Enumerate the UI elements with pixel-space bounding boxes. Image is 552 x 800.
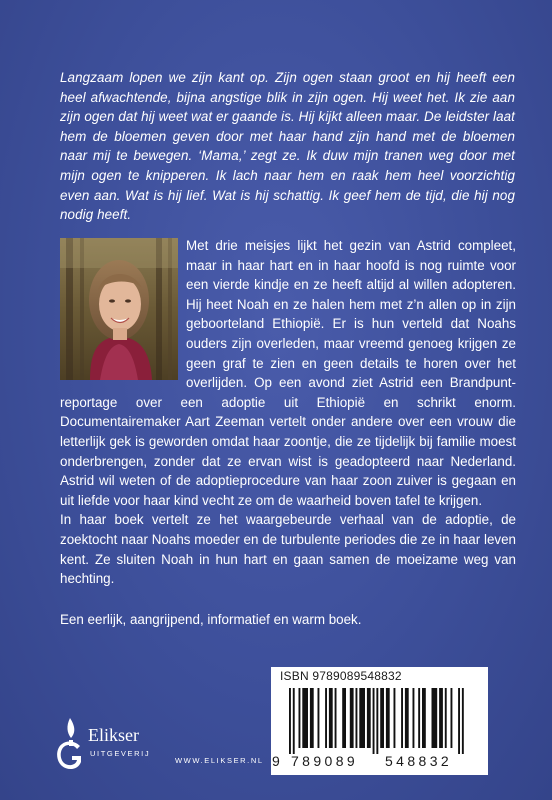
barcode-bar — [394, 688, 396, 748]
barcode-bar — [380, 688, 384, 748]
closing-line: Een eerlijk, aangrijpend, informatief en warm boek. — [60, 612, 362, 627]
barcode-bar — [451, 688, 453, 748]
blurb-paragraph-2: In haar boek vertelt ze het waargebeurde verhaal van de adoptie, de zoektocht naar Noahs moeder en de turbulente periodes die ze in haar leven kent. Ze sluiten Noah in hun hart en gaan samen de moeizame weg van hechting. — [60, 512, 516, 587]
barcode-bar — [325, 688, 327, 748]
barcode-bar — [367, 688, 371, 748]
isbn-barcode-block — [271, 667, 488, 775]
barcode-digits-right: 548832 — [385, 753, 453, 769]
book-blurb — [60, 236, 516, 589]
barcode-bar — [356, 688, 358, 748]
barcode-bar — [318, 688, 320, 748]
barcode-bar — [462, 688, 464, 754]
publisher-name: Elikser — [88, 725, 139, 745]
barcode-bar — [359, 688, 365, 748]
isbn-label: ISBN 9789089548832 — [280, 669, 402, 683]
barcode-bar — [289, 688, 291, 754]
barcode-bar — [401, 688, 403, 748]
publisher-subtitle: UITGEVERIJ — [90, 749, 151, 758]
barcode-bar — [329, 688, 333, 748]
barcode-bar — [293, 688, 295, 754]
publisher-logo — [52, 716, 162, 776]
barcode-bar — [310, 688, 314, 748]
candle-flame-logo-icon — [52, 716, 92, 776]
barcode-bar — [342, 688, 346, 748]
barcode-bar — [422, 688, 426, 748]
barcode-digit-first: 9 — [272, 753, 280, 769]
blurb-paragraph-1: Met drie meisjes lijkt het gezin van Astrid compleet, maar in haar hart en in haar hoofd is nog ruimte voor een vierde kindje en ze heeft altijd al willen adopteren. Hij heet Noah en ze halen hem met z’n allen op in zijn geboorteland Ethiopië. Er is hun verteld dat Noahs ouders zijn overleden, maar vreemd genoeg krijgen ze geen graf te zien en geen details te horen over het overlijden. Op een avond ziet Astrid een Brandpunt-reportage over een adoptie uit Ethiopië en schrikt enorm. Documentairemaker Aart Zeeman vertelt onder andere over een vrouw die letterlijk gek is geworden omdat haar zoontje, die ze tijdelijk bij familie moest onderbrengen, zonder dat ze ervan wist is geadopteerd naar Nederland. Astrid wil weten of de adoptieprocedure van haar zoon zuiver is gegaan en uit liefde voor haar kind vecht ze om de waarheid boven tafel te krijgen. — [60, 238, 516, 508]
barcode-bar — [335, 688, 337, 748]
publisher-website: WWW.ELIKSER.NL — [175, 756, 264, 765]
barcode-bar — [299, 688, 301, 748]
barcode-bar — [350, 688, 354, 748]
book-excerpt: Langzaam lopen we zijn kant op. Zijn ogen staan groot en hij heeft een heel afwachtende, bijna angstige blik in zijn ogen. Hij weet het. Ik zie aan zijn ogen dat hij weet wat er gaande is. Hij kijkt alleen maar. De leidster laat hem de bloemen geven door met haar hand zijn hand met de bloemen naar mij te bewegen. ‘Mama,’ zegt ze. Ik duw mijn tranen weg door met mijn ogen te knipperen. Ik lach naar hem en raak hem heel voorzichtig even aan. Wat is hij lief. Wat is hij schattig. Ik geef hem de tijd, die hij nog nodig heeft. — [60, 70, 515, 223]
photo-spacer — [60, 236, 186, 382]
barcode-bar — [439, 688, 443, 748]
barcode-bar — [373, 688, 375, 754]
barcode-bar — [418, 688, 420, 748]
barcode-bar — [302, 688, 308, 748]
barcode-bar — [386, 688, 390, 748]
barcode-bar — [405, 688, 409, 748]
barcode-icon — [277, 688, 481, 754]
barcode-bar — [458, 688, 460, 754]
barcode-bar — [432, 688, 438, 748]
barcode-bar — [413, 688, 415, 748]
barcode-bar — [376, 688, 378, 754]
barcode-bar — [445, 688, 447, 748]
barcode-digits-left: 789089 — [291, 753, 359, 769]
